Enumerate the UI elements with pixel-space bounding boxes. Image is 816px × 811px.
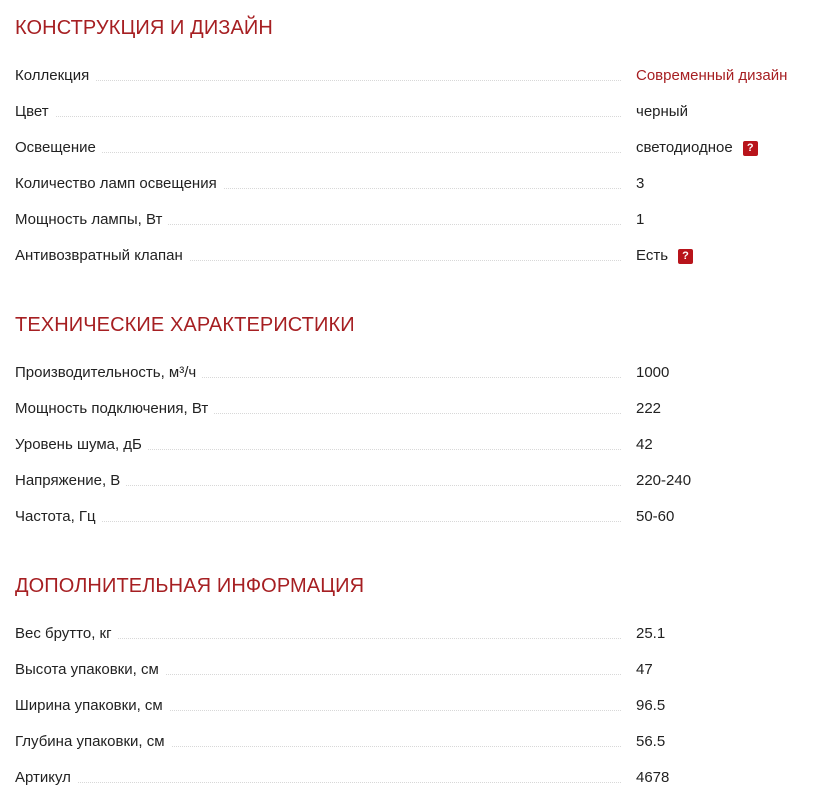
spec-value-text: черный	[636, 103, 688, 120]
spec-label: Цвет	[15, 102, 55, 122]
section-title: КОНСТРУКЦИЯ И ДИЗАЙН	[15, 17, 273, 39]
spec-value	[636, 732, 665, 752]
section-construction-design	[15, 16, 805, 264]
spec-value-text: 3	[636, 175, 645, 192]
spec-value-collection-link[interactable]	[636, 66, 787, 86]
spec-label: Глубина упаковки, см	[15, 732, 171, 752]
spec-value-text: 1000	[636, 364, 670, 381]
section-title: ДОПОЛНИТЕЛЬНАЯ ИНФОРМАЦИЯ	[15, 575, 365, 597]
spec-row-voltage	[15, 471, 805, 507]
spec-label: Количество ламп освещения	[15, 174, 223, 194]
spec-value-text: 222	[636, 400, 662, 417]
spec-value	[636, 138, 758, 158]
spec-row-package-width	[15, 696, 805, 732]
spec-label: Коллекция	[15, 66, 95, 86]
spec-value-text: Есть	[636, 247, 669, 264]
spec-list	[15, 66, 805, 282]
spec-label: Ширина упаковки, см	[15, 696, 169, 716]
spec-value	[636, 102, 688, 122]
spec-label: Уровень шума, дБ	[15, 435, 148, 455]
spec-value	[636, 696, 665, 716]
spec-label: Частота, Гц	[15, 507, 102, 527]
spec-row-package-depth	[15, 732, 805, 768]
spec-value-text: 50-60	[636, 508, 675, 525]
spec-value	[636, 246, 693, 266]
spec-row-lamp-count	[15, 174, 805, 210]
spec-label: Артикул	[15, 768, 77, 788]
spec-row-lighting	[15, 138, 805, 174]
help-question-icon[interactable]: ?	[743, 141, 758, 156]
dotted-leader	[15, 116, 621, 117]
spec-value	[636, 624, 665, 644]
dotted-leader	[15, 782, 621, 783]
spec-value	[636, 363, 669, 383]
spec-value-text: 25.1	[636, 625, 666, 642]
spec-value-text: 47	[636, 661, 653, 678]
spec-row-lamp-power	[15, 210, 805, 246]
spec-row-collection	[15, 66, 805, 102]
spec-row-color	[15, 102, 805, 138]
spec-value-text[interactable]: Современный дизайн	[636, 67, 788, 84]
spec-label: Мощность подключения, Вт	[15, 399, 214, 419]
spec-value-text: 96.5	[636, 697, 666, 714]
spec-row-noise	[15, 435, 805, 471]
spec-value	[636, 174, 644, 194]
spec-label: Вес брутто, кг	[15, 624, 118, 644]
spec-value-text: 4678	[636, 769, 670, 786]
spec-row-backflow-valve	[15, 246, 805, 282]
help-question-icon[interactable]: ?	[678, 249, 693, 264]
spec-label: Освещение	[15, 138, 102, 158]
dotted-leader	[15, 152, 621, 153]
spec-label: Антивозвратный клапан	[15, 246, 189, 266]
section-additional-info	[15, 574, 805, 786]
spec-row-gross-weight	[15, 624, 805, 660]
spec-list	[15, 624, 805, 804]
spec-value	[636, 768, 669, 788]
spec-label: Напряжение, В	[15, 471, 126, 491]
dotted-leader	[15, 521, 621, 522]
spec-value-text: 1	[636, 211, 645, 228]
spec-value-text: 42	[636, 436, 653, 453]
spec-row-frequency	[15, 507, 805, 543]
section-title: ТЕХНИЧЕСКИЕ ХАРАКТЕРИСТИКИ	[15, 314, 355, 336]
spec-value-text: 56.5	[636, 733, 666, 750]
spec-value	[636, 507, 674, 527]
spec-row-article	[15, 768, 805, 804]
spec-value	[636, 399, 661, 419]
spec-label: Мощность лампы, Вт	[15, 210, 168, 230]
spec-row-package-height	[15, 660, 805, 696]
spec-row-power	[15, 399, 805, 435]
spec-value-text: 220-240	[636, 472, 692, 489]
spec-list	[15, 363, 805, 543]
dotted-leader	[15, 80, 621, 81]
spec-value	[636, 471, 691, 491]
spec-label: Производительность, м³/ч	[15, 363, 202, 383]
spec-value	[636, 435, 653, 455]
spec-value-text: светодиодное	[636, 139, 733, 156]
spec-label: Высота упаковки, см	[15, 660, 165, 680]
section-technical-specs	[15, 313, 805, 525]
spec-value	[636, 210, 644, 230]
spec-value	[636, 660, 653, 680]
spec-row-airflow	[15, 363, 805, 399]
